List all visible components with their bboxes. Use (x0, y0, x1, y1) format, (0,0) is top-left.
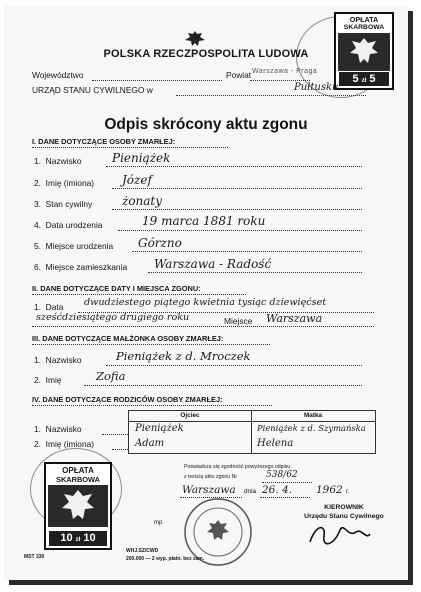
stamp-bottom-unit: zł (75, 537, 81, 543)
residence-label: Miejsce zamieszkania (45, 262, 128, 272)
deceased-name-value: Józef (122, 173, 152, 187)
birthplace-value: Górzno (138, 236, 182, 250)
certify-text: Poświadcza się zgodność powyższego odpisu (184, 464, 291, 470)
stamp-bottom-value: 10 (60, 532, 73, 544)
death-date-value: dwudziestego piątego kwietnia tysiąc dziewięćset (84, 297, 327, 308)
office-label: URZĄD STANU CYWILNEGO w (32, 85, 153, 95)
head-office: Urzędu Stanu Cywilnego (304, 513, 384, 520)
stamp-bottom-line2: SKARBOWA (56, 475, 100, 484)
birth-date-label: Data urodzenia (45, 220, 103, 230)
stamp-bottom-line1: OPŁATA (62, 466, 94, 475)
section4-heading: IV. DANE DOTYCZĄCE RODZICÓW OSOBY ZMARŁEJ: (32, 395, 223, 404)
marital-status-label: Stan cywilny (45, 199, 93, 209)
stamp-top-value: 5 (352, 73, 359, 85)
printer-code: MST 330 (24, 554, 45, 560)
spouse-surname-label: Nazwisko (45, 355, 82, 365)
spouse-surname-value: Pieniążek z d. Mroczek (116, 349, 251, 363)
birthplace-label: Miejsce urodzenia (45, 241, 114, 251)
birth-date-value: 19 marca 1881 roku (142, 214, 266, 228)
row-number: 2. (34, 439, 41, 449)
row-number: 3. (34, 199, 41, 209)
head-title: KIEROWNIK (324, 504, 364, 511)
stamp-top-value-right: 5 (369, 73, 376, 85)
country-heading: POLSKA RZECZPOSPOLITA LUDOWA (103, 48, 309, 60)
stamp-top-line2: SKARBOWA (343, 24, 385, 31)
father-surname-value: Pieniążek (135, 423, 184, 434)
certify-place: Warszawa (182, 484, 236, 496)
year-suffix: r. (346, 488, 350, 495)
father-name-value: Adam (135, 438, 165, 449)
mother-name-value: Helena (257, 438, 294, 449)
stamp-top-unit: zł (361, 78, 367, 84)
row-number: 1. (34, 355, 41, 365)
row-number: 4. (34, 220, 41, 230)
parents-table (128, 410, 376, 454)
spouse-name-label: Imię (45, 375, 62, 385)
mother-column-header: Matka (303, 412, 323, 419)
row-number: 5. (34, 241, 41, 251)
father-column-header: Ojciec (180, 412, 200, 419)
office-value: Pułtusku (294, 82, 339, 93)
section3-heading: III. DANE DOTYCZĄCE MAŁŻONKA OSOBY ZMARŁEJ: (32, 334, 224, 343)
death-certificate-page (4, 6, 408, 580)
stamp-top-line1: OPŁATA (349, 15, 379, 24)
section1-heading: I. DANE DOTYCZĄCE OSOBY ZMARŁEJ: (32, 137, 176, 146)
eagle-icon (48, 485, 108, 527)
print-run: 200.000 — 2 wyp. płatn. bez zam. (126, 556, 205, 562)
voivodeship-label: Województwo (32, 70, 84, 80)
certify-year: 1962 (316, 484, 343, 496)
death-date-label: Data (45, 302, 64, 312)
death-date-value-cont: sześćdziesiątego drugiego roku (36, 312, 190, 323)
spouse-name-value: Zofia (96, 369, 126, 383)
date-label: dnia (244, 488, 257, 495)
certify-date: 26. 4. (262, 484, 293, 496)
parents-surname-label: Nazwisko (45, 424, 82, 434)
eagle-emblem-icon (184, 30, 206, 48)
row-number: 2. (34, 375, 41, 385)
signature (304, 520, 374, 550)
row-number: 1. (34, 302, 41, 312)
county-label: Powiat (226, 70, 252, 80)
deceased-surname-value: Pieniążek (112, 151, 171, 165)
parents-name-label: Imię (imiona) (45, 439, 95, 449)
mother-surname-value: Pieniążek z d. Szymańska (257, 423, 366, 433)
document-title: Odpis skrócony aktu zgonu (104, 116, 308, 133)
row-number: 6. (34, 262, 41, 272)
printer-code-2: WHJ.SZ/CWD (126, 548, 159, 554)
certify-text-2: z treścią aktu zgonu Nr (184, 474, 238, 480)
revenue-stamp-bottom (40, 462, 118, 552)
row-number: 2. (34, 178, 41, 188)
row-number: 1. (34, 424, 41, 434)
death-place-value: Warszawa (266, 312, 323, 325)
deceased-surname-label: Nazwisko (45, 156, 82, 166)
act-number: 538/62 (266, 470, 298, 480)
deceased-name-label: Imię (imiona) (45, 178, 95, 188)
county-value: Warszawa - Praga (252, 68, 318, 75)
stamp-bottom-value-right: 10 (83, 532, 96, 544)
section2-heading: II. DANE DOTYCZĄCE DATY I MIEJSCA ZGONU: (32, 284, 201, 293)
death-place-label: Miejsce (224, 316, 253, 326)
residence-value: Warszawa - Radość (154, 257, 272, 271)
marital-status-value: żonaty (122, 194, 163, 208)
row-number: 1. (34, 156, 41, 166)
seal-mark-label: mp (154, 520, 163, 526)
